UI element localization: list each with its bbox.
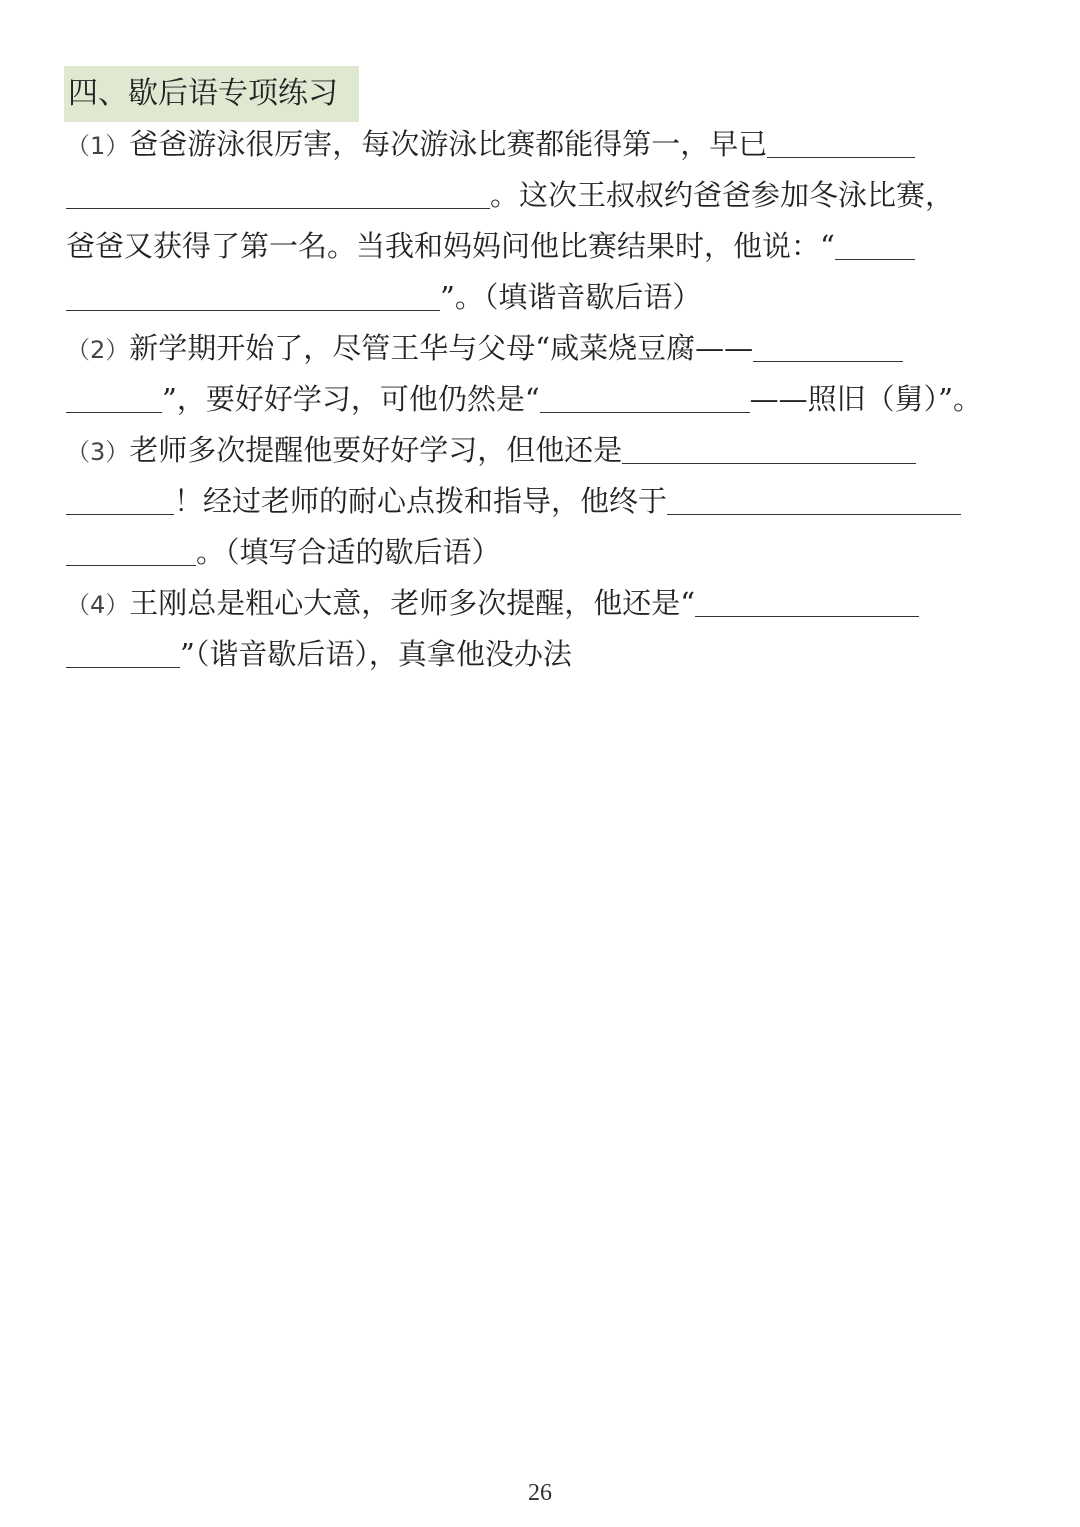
question-1-blank-1[interactable] — [767, 121, 915, 158]
question-1-blank-2-cont[interactable] — [66, 274, 440, 311]
question-1-text-1: 爸爸游泳很厉害，每次游泳比赛都能得第一，早已 — [129, 127, 768, 161]
question-3-text-3: 。（填写合适的歇后语） — [196, 535, 501, 569]
question-1-line-2 — [66, 170, 1016, 220]
question-2-text-2a: ”，要好好学习，可他仍然是“ — [162, 382, 540, 416]
question-3-line-3 — [66, 527, 1016, 577]
question-3-blank-2[interactable] — [667, 478, 961, 515]
question-1-blank-2[interactable] — [835, 223, 915, 260]
question-4-text-2: ”（谐音歇后语），真拿他没办法 — [180, 637, 572, 671]
question-1-blank-1-cont[interactable] — [66, 172, 490, 209]
question-3-line-1 — [66, 425, 1016, 475]
question-4-blank-1-cont[interactable] — [66, 631, 180, 668]
question-2-number: （2） — [66, 336, 130, 364]
question-4-line-2 — [66, 629, 1016, 679]
question-3-line-2 — [66, 476, 1016, 526]
question-2-blank-1[interactable] — [753, 325, 903, 362]
question-4-number: （4） — [66, 591, 130, 619]
question-1-line-3 — [66, 221, 1016, 271]
question-2-line-1 — [66, 323, 1016, 373]
question-3-text-1: 老师多次提醒他要好好学习，但他还是 — [129, 433, 623, 467]
question-1-line-4 — [66, 272, 1016, 322]
question-4-text-1: 王刚总是粗心大意，老师多次提醒，他还是“ — [129, 586, 696, 620]
question-3-blank-2-cont[interactable] — [66, 529, 196, 566]
question-2-text-2b: ——照旧（舅）”。 — [749, 382, 982, 416]
page-number: 26 — [528, 1480, 552, 1506]
question-1-text-4: ”。（填谐音歇后语） — [440, 280, 702, 314]
question-4-line-1 — [66, 578, 1016, 628]
question-2-blank-2[interactable] — [540, 376, 750, 413]
question-1-number: （1） — [66, 132, 130, 160]
question-1-line-1 — [66, 119, 1016, 169]
question-3-text-2: ！经过老师的耐心点拨和指导，他终于 — [174, 484, 668, 518]
question-3-blank-1-cont[interactable] — [66, 478, 174, 515]
question-4-blank-1[interactable] — [695, 580, 919, 617]
question-3-blank-1[interactable] — [622, 427, 916, 464]
section-title: 四、歇后语专项练习 — [64, 66, 359, 122]
question-1-text-2: 。这次王叔叔约爸爸参加冬泳比赛， — [490, 178, 955, 212]
question-2-blank-1-cont[interactable] — [66, 376, 162, 413]
question-2-line-2 — [66, 374, 1016, 424]
question-1-text-3: 爸爸又获得了第一名。当我和妈妈问他比赛结果时，他说：“ — [66, 229, 835, 263]
question-2-text-1: 新学期开始了，尽管王华与父母“咸菜烧豆腐—— — [129, 331, 754, 365]
question-3-number: （3） — [66, 438, 130, 466]
